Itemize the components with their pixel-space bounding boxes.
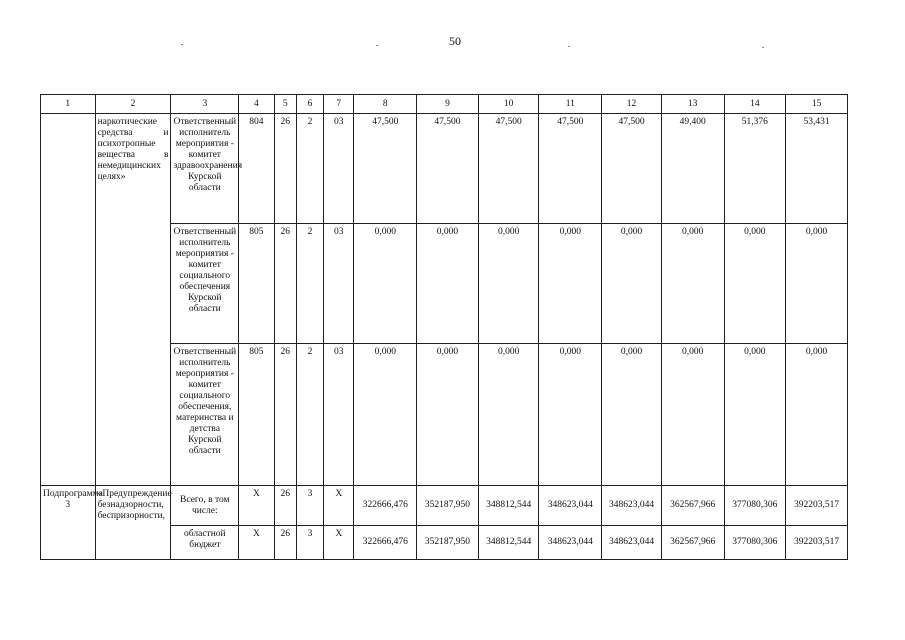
executor-cell: Ответственный исполнитель мероприятия - комитет социального обеспечения Курской области (171, 224, 239, 344)
header-cell: 14 (724, 95, 786, 114)
header-cell: 2 (95, 95, 171, 114)
value-cell: 352187,950 (417, 526, 479, 560)
value-cell: 322666,476 (354, 526, 417, 560)
executor-cell: Всего, в том числе: (171, 486, 239, 526)
header-cell: 15 (786, 95, 848, 114)
code-cell: 26 (274, 526, 296, 560)
code-cell: 26 (274, 486, 296, 526)
value-cell: 47,500 (478, 114, 539, 224)
value-cell: 0,000 (786, 224, 848, 344)
code-cell: 03 (324, 344, 354, 486)
header-cell: 9 (417, 95, 479, 114)
header-cell: 7 (324, 95, 354, 114)
value-cell: 47,500 (354, 114, 417, 224)
value-cell: 362567,966 (661, 486, 724, 526)
value-cell: 348812,544 (478, 526, 539, 560)
code-cell: 3 (296, 526, 323, 560)
code-cell: X (239, 486, 274, 526)
value-cell: 0,000 (417, 224, 479, 344)
code-cell: 805 (239, 344, 274, 486)
value-cell: 377080,306 (724, 526, 786, 560)
scan-speck (376, 45, 378, 46)
header-cell: 5 (274, 95, 296, 114)
code-cell: X (239, 526, 274, 560)
code-cell: 2 (296, 344, 323, 486)
header-cell: 4 (239, 95, 274, 114)
header-cell: 10 (478, 95, 539, 114)
header-row (41, 95, 848, 114)
code-cell: 26 (274, 114, 296, 224)
value-cell: 0,000 (724, 224, 786, 344)
value-cell: 0,000 (354, 344, 417, 486)
value-cell: 392203,517 (786, 526, 848, 560)
subprogram-label-cell: Подпрограмма 3 (41, 486, 96, 560)
header-cell: 13 (661, 95, 724, 114)
scan-speck (181, 44, 183, 45)
code-cell: X (324, 486, 354, 526)
value-cell: 0,000 (786, 344, 848, 486)
value-cell: 53,431 (786, 114, 848, 224)
code-cell: 26 (274, 224, 296, 344)
value-cell: 0,000 (478, 344, 539, 486)
code-cell: 2 (296, 114, 323, 224)
code-cell: 03 (324, 224, 354, 344)
subprogram-cell-empty (41, 114, 96, 486)
code-cell: 3 (296, 486, 323, 526)
value-cell: 0,000 (539, 344, 602, 486)
header-cell: 8 (354, 95, 417, 114)
value-cell: 0,000 (602, 224, 662, 344)
value-cell: 0,000 (417, 344, 479, 486)
budget-table (40, 94, 848, 560)
code-cell: 805 (239, 224, 274, 344)
value-cell: 348623,044 (602, 526, 662, 560)
value-cell: 49,400 (661, 114, 724, 224)
header-cell: 1 (41, 95, 96, 114)
table-row (41, 114, 848, 224)
value-cell: 0,000 (478, 224, 539, 344)
value-cell: 377080,306 (724, 486, 786, 526)
value-cell: 47,500 (417, 114, 479, 224)
value-cell: 0,000 (661, 224, 724, 344)
value-cell: 348623,044 (539, 526, 602, 560)
executor-cell: Ответственный исполнитель мероприятия - комитет здравоохранения Курской области (171, 114, 239, 224)
executor-cell: областной бюджет (171, 526, 239, 560)
value-cell: 47,500 (602, 114, 662, 224)
page-number: 50 (449, 34, 461, 48)
code-cell: X (324, 526, 354, 560)
value-cell: 47,500 (539, 114, 602, 224)
table-row (41, 486, 848, 526)
scan-speck (762, 47, 764, 48)
event-name-cell: наркотические средства и психотропные вещества в немедицинских целях» (95, 114, 171, 486)
code-cell: 804 (239, 114, 274, 224)
executor-cell: Ответственный исполнитель мероприятия - комитет социального обеспечения, материнства и детства Курской области (171, 344, 239, 486)
value-cell: 0,000 (539, 224, 602, 344)
value-cell: 0,000 (661, 344, 724, 486)
value-cell: 0,000 (724, 344, 786, 486)
value-cell: 51,376 (724, 114, 786, 224)
code-cell: 2 (296, 224, 323, 344)
subprogram-name-cell: «Предупреждение безнадзорности, беспризорности, (95, 486, 171, 560)
scan-speck (568, 46, 570, 47)
code-cell: 26 (274, 344, 296, 486)
value-cell: 348623,044 (602, 486, 662, 526)
value-cell: 348812,544 (478, 486, 539, 526)
header-cell: 3 (171, 95, 239, 114)
header-cell: 12 (602, 95, 662, 114)
value-cell: 392203,517 (786, 486, 848, 526)
header-cell: 6 (296, 95, 323, 114)
value-cell: 348623,044 (539, 486, 602, 526)
value-cell: 362567,966 (661, 526, 724, 560)
value-cell: 322666,476 (354, 486, 417, 526)
header-cell: 11 (539, 95, 602, 114)
value-cell: 352187,950 (417, 486, 479, 526)
code-cell: 03 (324, 114, 354, 224)
value-cell: 0,000 (602, 344, 662, 486)
value-cell: 0,000 (354, 224, 417, 344)
